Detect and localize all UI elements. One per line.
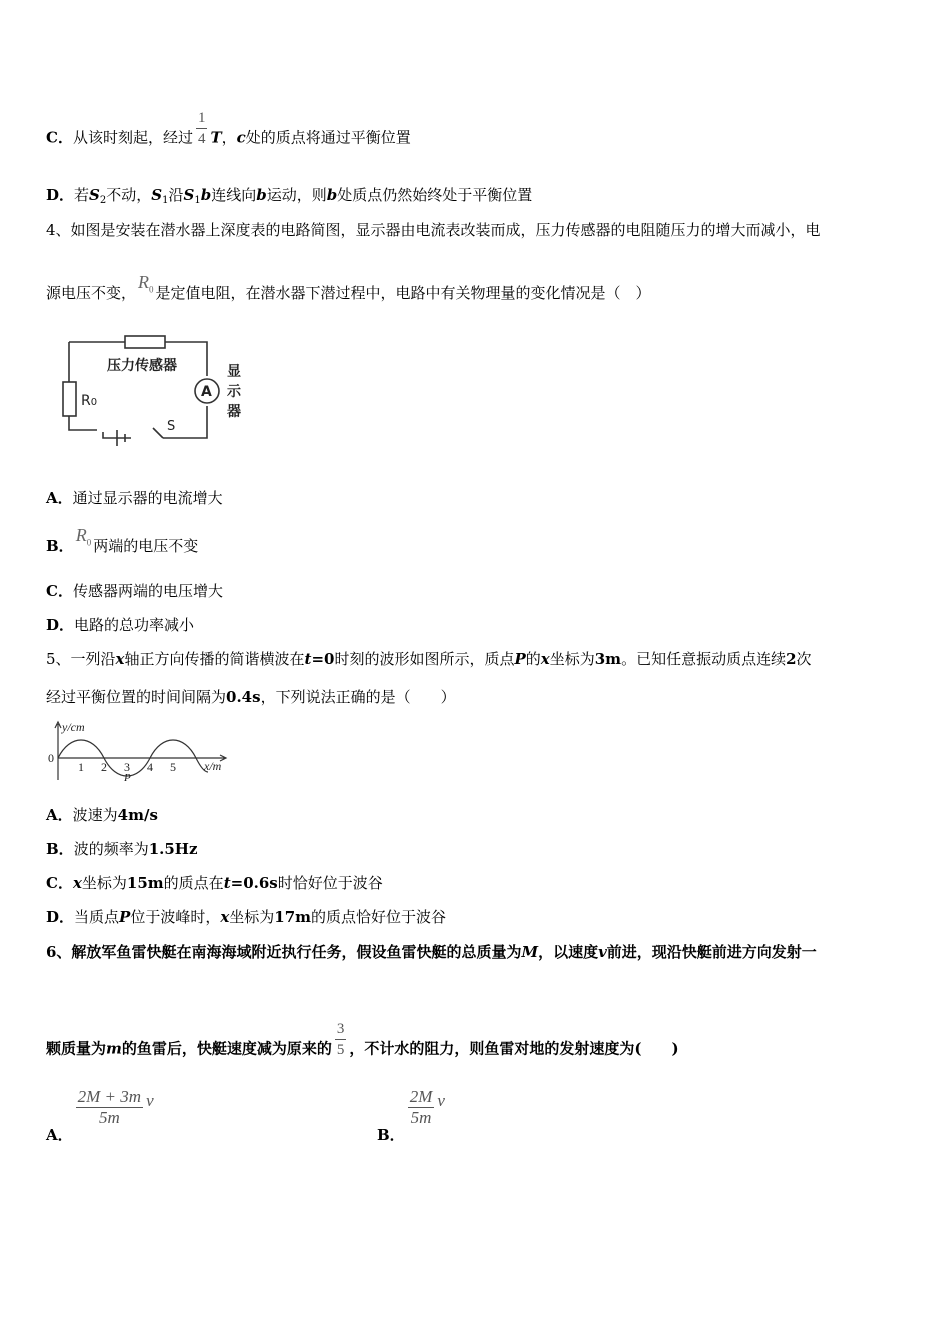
q6-stem-line1: 6、解放军鱼雷快艇在南海海域附近执行任务，假设鱼雷快艇的总质量为M，以速度v前进，现沿快艇前进方向发射一	[46, 943, 817, 961]
q6-option-a: A． $\frac{2M + 3m}{5m}$ v	[46, 1087, 154, 1144]
wave-tick-1: 1	[78, 760, 84, 774]
r0-symbol: $R_0$	[75, 525, 92, 548]
wave-tick-3: 3	[124, 760, 130, 774]
q5-option-d: D．当质点P位于波峰时，x坐标为17m的质点恰好位于波谷	[46, 908, 447, 926]
fraction-three-fifths: $\frac{3}{5}$	[336, 1021, 345, 1058]
q3-option-d: D．若$S_2$不动，$S_1$沿$S_1b$连线向b运动，则b处质点仍然始终处于平衡位置	[46, 186, 533, 206]
display-label-3: 器	[227, 404, 241, 420]
wave-ylabel: y/cm	[62, 720, 85, 734]
q5-option-a: A．波速为4m/s	[46, 806, 158, 824]
r0-symbol: $R_0$	[138, 272, 154, 295]
q5-stem-line2: 经过平衡位置的时间间隔为0.4s，下列说法正确的是（ ）	[46, 688, 456, 706]
q4-option-b: B．$R_0$ 两端的电压不变	[46, 525, 199, 555]
q4-stem-line1: 4、如图是安装在潜水器上深度表的电路简图，显示器由电流表改装而成，压力传感器的电阻随压力的增大而减小，电	[46, 221, 821, 239]
wave-point-p: P	[124, 772, 131, 784]
option-b-fraction: $\frac{2M}{5m}$	[409, 1087, 433, 1127]
q4-option-d: D．电路的总功率减小	[46, 616, 195, 634]
q4-option-c: C．传感器两端的电压增大	[46, 582, 223, 600]
q5-option-c: C．x坐标为15m的质点在t=0.6s时恰好位于波谷	[46, 874, 383, 892]
display-label-1: 显	[227, 364, 241, 380]
display-label-2: 示	[227, 384, 241, 400]
option-a-fraction: $\frac{2M + 3m}{5m}$	[77, 1087, 142, 1127]
q3-option-c: C．从该时刻起，经过 $\frac{1}{4}$ T，c处的质点将通过平衡位置	[46, 110, 411, 147]
q6-option-b: B． $\frac{2M}{5m}$ v	[377, 1087, 445, 1144]
sensor-label: 压力传感器	[107, 358, 177, 374]
q4-option-a: A．通过显示器的电流增大	[46, 489, 223, 507]
wave-xlabel: x/m	[204, 759, 222, 773]
switch-label: S	[167, 419, 176, 434]
wave-tick-2: 2	[101, 760, 107, 774]
circuit-diagram	[55, 330, 265, 458]
wave-origin: 0	[48, 751, 54, 765]
r0-label: R0	[81, 393, 98, 409]
q5-stem-line1: 5、一列沿x轴正方向传播的简谐横波在t=0时刻的波形如图所示，质点P的x坐标为3m。已知任意振动质点连续2次	[46, 650, 812, 668]
ammeter-label: A	[201, 384, 212, 400]
wave-tick-4: 4	[147, 760, 153, 774]
q6-stem-line2: 颗质量为m的鱼雷后，快艇速度减为原来的 $\frac{3}{5}$ ，不计水的阻力，则鱼雷对地的发射速度为( )	[46, 1021, 679, 1058]
fraction-one-quarter: $\frac{1}{4}$	[197, 110, 206, 147]
wave-graph	[46, 718, 236, 784]
q5-option-b: B．波的频率为1.5Hz	[46, 840, 198, 858]
wave-tick-5: 5	[170, 760, 176, 774]
q4-stem-line2: 源电压不变，$R_0$ 是定值电阻，在潜水器下潜过程中，电路中有关物理量的变化情况是（ ）	[46, 272, 651, 302]
